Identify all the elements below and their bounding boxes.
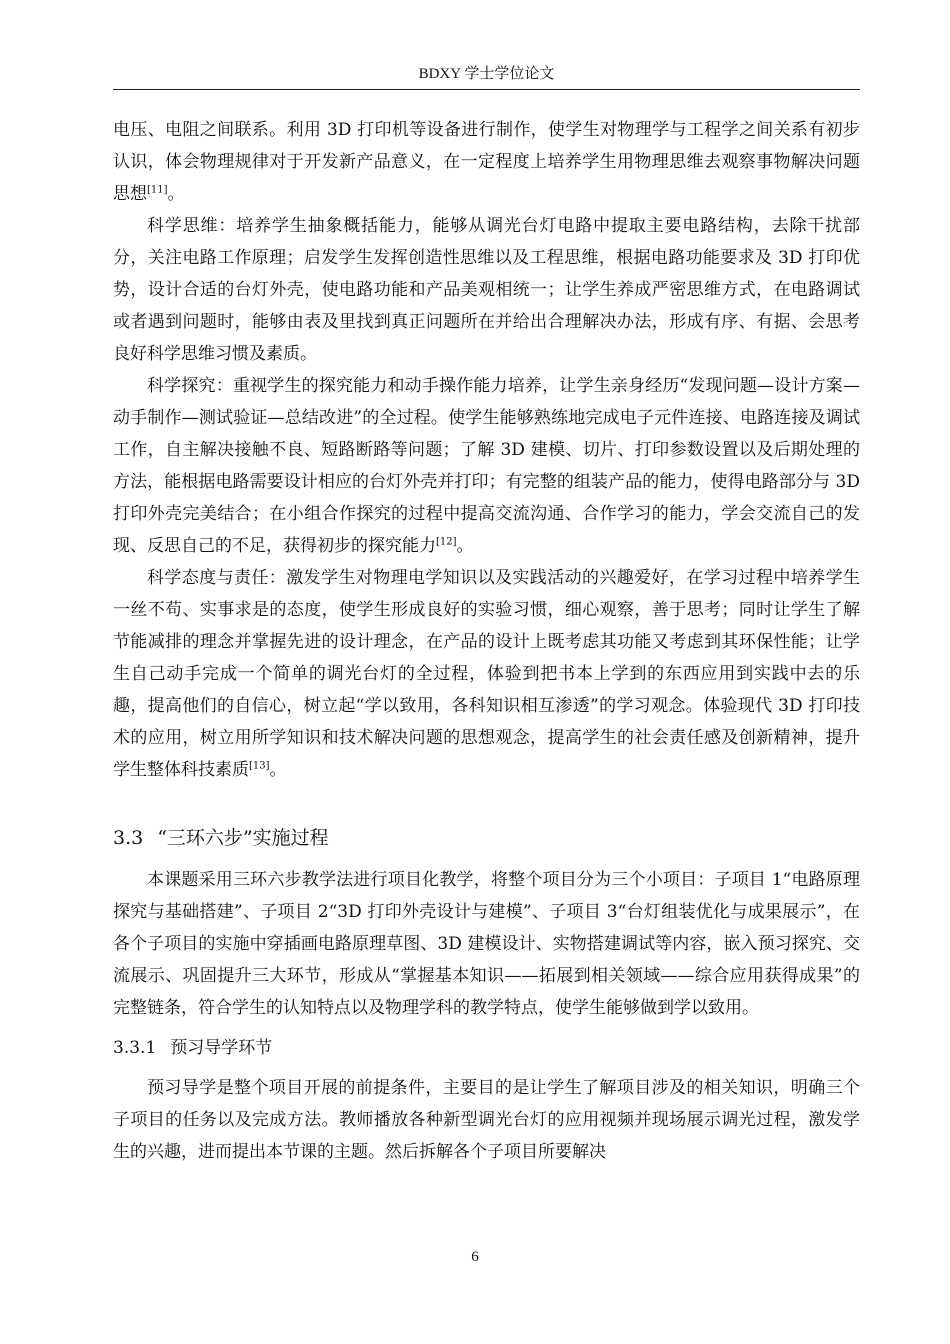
paragraph: 科学态度与责任：激发学生对物理电学知识以及实践活动的兴趣爱好，在学习过程中培养学生一丝不苟、实事求是的态度，使学生形成良好的实验习惯，细心观察，善于思考；同时让学生了解节能减排的理念并掌握先进的设计理念，在产品的设计上既考虑其功能又考虑到其环保性能；让学生自己动手完成一个简单的调光台灯的全过程，体验到把书本上学到的东西应用到实践中去的乐趣，提高他们的自信心，树立起“学以致用，各科知识相互渗透”的学习观念。体验现代 3D 打印技术的应用，树立用所学知识和技术解决问题的思想观念，提高学生的社会责任感及创新精神，提升学生整体科技素质[13]。 [113,568,860,780]
paragraph: 预习导学是整个项目开展的前提条件，主要目的是让学生了解项目涉及的相关知识，明确三个子项目的任务以及完成方法。教师播放各种新型调光台灯的应用视频并现场展示调光过程，激发学生的兴趣，进而提出本节课的主题。然后拆解各个子项目所要解决 [113,1078,860,1162]
subsection-heading [113,1032,860,1064]
subsection-number: 3.3.1 [113,1038,157,1058]
citation: [13] [249,760,270,772]
page-number: 6 [471,1249,479,1265]
paragraph: 科学探究：重视学生的探究能力和动手操作能力培养，让学生亲身经历“发现问题—设计方案—动手制作—测试验证—总结改进”的全过程。使学生能够熟练地完成电子元件连接、电路连接及调试工作，自主解决接触不良、短路断路等问题；了解 3D 建模、切片、打印参数设置以及后期处理的方法，能根据电路需要设计相应的台灯外壳并打印；有完整的组装产品的能力，使得电路部分与 3D 打印外壳完美结合；在小组合作探究的过程中提高交流沟通、合作学习的能力，学会交流自己的发现、反思自己的不足，获得初步的探究能力[12]。 [113,376,860,556]
header-title: BDXY 学士学位论文 [418,66,555,82]
page-body [113,114,860,1168]
section-heading [113,822,860,854]
citation: [12] [436,536,457,548]
section-title: “三环六步”实施过程 [157,827,329,849]
paragraph: 本课题采用三环六步教学法进行项目化教学，将整个项目分为三个小项目：子项目 1“电路原理探究与基础搭建”、子项目 2“3D 打印外壳设计与建模”、子项目 3“台灯组装优化与成果展示”，在各个子项目的实施中穿插画电路原理草图、3D 建模设计、实物搭建调试等内容，嵌入预习探究、交流展示、巩固提升三大环节，形成从“掌握基本知识——拓展到相关领域——综合应用获得成果”的完整链条，符合学生的认知特点以及物理学科的教学特点，使学生能够做到学以致用。 [113,870,860,1018]
paragraph: 电压、电阻之间联系。利用 3D 打印机等设备进行制作，使学生对物理学与工程学之间关系有初步认识，体会物理规律对于开发新产品意义，在一定程度上培养学生用物理思维去观察事物解决问题思想[11]。 [113,120,860,204]
subsection-title: 预习导学环节 [170,1038,273,1058]
citation: [11] [147,184,168,196]
paragraph: 科学思维：培养学生抽象概括能力，能够从调光台灯电路中提取主要电路结构，去除干扰部分，关注电路工作原理；启发学生发挥创造性思维以及工程思维，根据电路功能要求及 3D 打印优势，设计合适的台灯外壳，使电路功能和产品美观相统一；让学生养成严密思维方式，在电路调试或者遇到问题时，能够由表及里找到真正问题所在并给出合理解决办法，形成有序、有据、会思考良好科学思维习惯及素质。 [113,216,860,364]
page-footer [0,1249,950,1266]
section-number: 3.3 [113,827,144,849]
running-header [113,62,860,90]
